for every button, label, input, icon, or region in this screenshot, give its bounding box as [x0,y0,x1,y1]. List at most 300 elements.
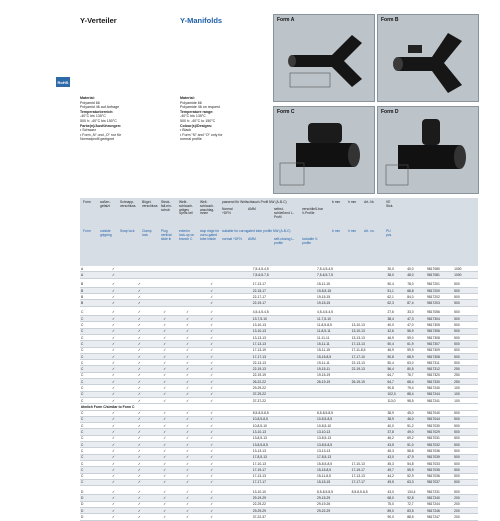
table-cell: ✓ [101,397,126,403]
table-cell: 500 [453,353,478,359]
table-cell: ✓ [153,473,176,479]
table-cell: 22-13-13 [252,360,284,366]
table-cell: 37-22-37 [252,514,284,520]
table-cell: B [80,287,101,293]
spec-line: Colour(s)/Designs: [180,123,213,128]
table-cell: 11-11-11 [316,334,351,340]
header-group-de: passend für Wellschlauch-Profil NW (A-B-C) [222,200,287,204]
table-cell: ✓ [176,385,198,391]
table-cell: 8,5-8,5-8,5 [316,410,351,416]
table-cell: 4,5-4,5-4,5 [252,310,284,316]
table-cell: 13-13-13 [316,448,351,454]
form-b-panel [377,14,479,102]
table-cell: 500 [453,473,478,479]
table-cell: 29-22-29 [316,507,351,513]
spec-line: Polyamid 46 auf Anfrage [80,105,120,110]
table-cell: D [80,514,101,520]
table-cell: 40,0 [406,266,426,272]
table-cell: ✓ [176,366,198,372]
table-cell [225,514,252,520]
table-cell: C [80,328,101,334]
table-cell: C [80,479,101,485]
table-cell: 500 [453,316,478,322]
spec-line: Normalprofil geeignet [80,137,115,142]
spec-line: • Schwarz [80,128,97,133]
table-cell: 500 [453,423,478,429]
table-cell: C [80,322,101,328]
table-cell: 9817033 [426,460,453,466]
table-cell: C [80,473,101,479]
header-amm-en: AMM [248,237,256,241]
header-form-de: Form [83,200,91,204]
table-cell: ✓ [199,448,225,454]
table-cell: 13-13-13 [252,334,284,340]
table-cell: ✓ [176,479,198,485]
form-c-panel [273,106,375,194]
table-cell: ✓ [199,454,225,460]
table-cell: 19-15-15 [316,294,351,300]
table-cell: ✓ [153,316,176,322]
table-cell: ✓ [199,372,225,378]
table-cell: 29-19-26 [316,501,351,507]
table-cell: 19-8,5-15 [316,287,351,293]
table-cell: 15-11-11 [316,341,351,347]
table-cell: ✓ [199,479,225,485]
table-cell: ✓ [101,467,126,473]
table-cell: 83,5 [406,507,426,513]
table-cell: ✓ [101,410,126,416]
header-art-en: Art. no. [364,229,375,233]
table-cell: C [80,448,101,454]
spec-line: 500 h: -40°C bis 150°C [80,118,117,123]
table-cell: 8,5-8,5-8,5 [351,489,387,495]
spec-line: Material: [80,96,95,100]
table-cell: ✓ [176,347,198,353]
header-plug-de: Steck-fall-ein-schub [161,200,172,212]
table-cell: ✓ [126,479,153,485]
header-vers-en: lockable V-profile [302,237,319,245]
table-cell: ✓ [176,423,198,429]
table-cell: ✓ [101,435,126,441]
table-cell: ✓ [126,435,153,441]
table-cell: ✓ [199,360,225,366]
table-cell: ✓ [199,489,225,495]
header-ext-de: Wellr-schlauch-artiges Spritz-teil [179,200,194,216]
table-cell: ✓ [153,423,176,429]
table-cell: ✓ [176,416,198,422]
table-cell: ✓ [153,341,176,347]
table-cell: C [80,353,101,359]
table-cell: ✓ [101,385,126,391]
table-cell: 17-13-13 [351,341,387,347]
table-cell: C [80,360,101,366]
table-cell: 19-15-19 [316,372,351,378]
table-cell: ✓ [126,310,153,316]
table-cell: ✓ [126,282,153,288]
table-cell: ✓ [199,353,225,359]
table-cell: 63,0 [406,360,426,366]
table-cell: D [80,495,101,501]
header-h-en: h mm [348,229,357,233]
table-cell: 68,9 [406,353,426,359]
table-cell: 9817032 [426,442,453,448]
table-cell: ✓ [176,379,198,385]
table-cell: 4,5-4,5-4,5 [316,310,351,316]
table-cell: ✓ [126,328,153,334]
table-cell: 9817044 [426,416,453,422]
table-cell: ✓ [101,489,126,495]
table-cell: ✓ [101,448,126,454]
table-cell: 500 [453,479,478,485]
table-cell: 15-15-8,5 [316,353,351,359]
table-cell: 15-15-15 [316,479,351,485]
table-cell: ✓ [176,410,198,416]
table-cell: ✓ [199,495,225,501]
header-b-en: b mm [332,229,341,233]
table-cell: 9817031 [426,435,453,441]
spec-line: Temperaturbereich: [80,109,114,114]
table-cell: ✓ [101,423,126,429]
table-cell: 46,9 [386,334,406,340]
table-cell: ✓ [126,353,153,359]
table-cell: 59,9 [406,347,426,353]
table-cell: ✓ [126,294,153,300]
table-cell: 9817308 [426,353,453,359]
table-cell: 80,5 [406,366,426,372]
table-cell: ✓ [153,334,176,340]
table-cell: 500 [453,489,478,495]
table-cell: ✓ [176,489,198,495]
table-cell: 500 [453,347,478,353]
table-cell: ✓ [153,385,176,391]
table-cell: ✓ [176,310,198,316]
table-cell: ✓ [126,495,153,501]
table-cell: C [80,454,101,460]
form-a-panel [273,14,375,102]
table-cell: ✓ [153,495,176,501]
table-cell: ✓ [199,410,225,416]
y-manifold-d-icon [378,107,478,193]
table-cell: ✓ [126,514,153,520]
table-cell: 9817244 [426,501,453,507]
table-cell: ✓ [101,514,126,520]
form-d-panel [377,106,479,194]
table-cell: ✓ [101,429,126,435]
table-cell: ✓ [126,300,153,306]
table-cell: ✓ [153,372,176,378]
table-cell: 30,0 [386,266,406,272]
table-cell: 13-8,5-8,5 [252,442,284,448]
header-amm-de: AMM [248,207,256,211]
table-cell: 40,0 [386,423,406,429]
table-cell: ✓ [199,467,225,473]
table-cell: 200 [453,507,478,513]
table-cell: 68,4 [406,379,426,385]
form-b-label: Form B [381,17,399,23]
table-cell: 100 [453,385,478,391]
table-cell: ✓ [199,379,225,385]
table-cell: ✓ [101,360,126,366]
spec-line: Polyamide 66 [180,100,202,105]
table-cell: 9817312 [426,366,453,372]
table-cell: 45,3 [386,460,406,466]
table-cell: 7,5-4,5-4,5 [316,266,351,272]
header-plug-en: Plug vertical slide in [161,229,172,241]
table-cell: ✓ [176,322,198,328]
table-cell: ✓ [176,391,198,397]
rohs-badge: RoHS [56,77,70,87]
table-cell: 13-8,5-13 [316,435,351,441]
spec-line: 500 h: -40°C to 150°C [180,118,216,123]
table-cell: 10-8,5-8,5 [252,416,284,422]
table-cell: 500 [453,454,478,460]
y-manifold-b-icon [378,15,478,101]
table-cell: C [80,316,101,322]
table-cell: ✓ [101,473,126,479]
table-cell: 22-19-13 [252,366,284,372]
table-cell: ✓ [126,410,153,416]
table-cell: 22-29-22 [252,501,284,507]
table-cell: ✓ [101,272,126,278]
table-cell: 51,2 [406,423,426,429]
table-cell: ✓ [126,501,153,507]
table-cell: C [80,310,101,316]
table-cell: ✓ [101,501,126,507]
table-cell: 134,4 [406,489,426,495]
header-selbst-de: selbst-schließend L-Profil [274,207,294,219]
table-cell: 11-8,5-11 [316,328,351,334]
table-cell: ✓ [101,372,126,378]
table-cell: ✓ [126,416,153,422]
table-cell: 500 [453,435,478,441]
table-cell: 64,7 [386,372,406,378]
table-cell: ✓ [153,322,176,328]
table-cell: 13-10-13 [351,328,387,334]
y-manifold-a-icon [274,15,374,101]
table-cell: 500 [453,328,478,334]
header-snap-de: Schnapp-verschluss [120,200,136,208]
table-cell: 500 [453,294,478,300]
product-rows [80,266,478,521]
table-cell: 47,3 [406,316,426,322]
table-cell: ✓ [101,334,126,340]
table-cell: ✓ [176,429,198,435]
spec-line: • Black [180,128,192,133]
table-cell: ✓ [153,507,176,513]
table-cell: 88,4 [406,391,426,397]
table-cell: 9817240 [426,495,453,501]
table-cell: ✓ [176,454,198,460]
table-cell: ✓ [176,442,198,448]
table-cell: 9817039 [426,454,453,460]
table-cell: 15-11-8,5 [316,473,351,479]
table-cell: 29-29-29 [252,507,284,513]
table-cell: ✓ [176,514,198,520]
table-cell: 13-10-13 [316,429,351,435]
table-cell: 500 [453,442,478,448]
table-cell: ✓ [101,416,126,422]
table-cell: 64,7 [386,379,406,385]
table-cell: 7,5-6,5-7,5 [316,272,351,278]
table-cell: 9817241 [426,397,453,403]
header-snap-en: Snap lock [120,229,135,233]
table-cell: ✓ [153,454,176,460]
table-cell: 19-15-11 [316,366,351,372]
table-cell: 200 [453,495,478,501]
table-cell: C [80,391,101,397]
table-cell: ✓ [126,460,153,466]
table-cell: ✓ [153,410,176,416]
table-cell: 45,3 [386,448,406,454]
table-cell: C [80,334,101,340]
table-cell: ✓ [176,435,198,441]
header-form-en: Form [83,229,91,233]
table-cell: ✓ [153,448,176,454]
table-cell: 19-11-11 [316,360,351,366]
table-cell: D [80,489,101,495]
header-b: b mm [332,200,341,204]
spec-line: • Form “N” and “O” only for [180,132,223,137]
table-cell: 38,9 [386,410,406,416]
table-cell: 13-10-13 [252,322,284,328]
table-cell [351,514,387,520]
table-cell: 37-37-22 [252,397,284,403]
table-cell: 13-8,5-8,5 [316,442,351,448]
table-cell: 90,0 [386,514,406,520]
table-cell: ✓ [176,495,198,501]
table-cell: ✓ [126,379,153,385]
table-cell: C [80,467,101,473]
form-illustrations [273,14,478,192]
table-cell: ✓ [199,442,225,448]
header-ve-en: PU pcs. [386,229,393,237]
table-cell: C [80,341,101,347]
table-cell: 92,8 [406,495,426,501]
table-cell: A [80,266,101,272]
table-cell: 1000 [453,272,478,278]
table-cell: ✓ [153,360,176,366]
table-cell: ✓ [101,282,126,288]
table-cell: 13-13-13 [351,334,387,340]
table-cell: 9817030 [426,423,453,429]
spec-line: normal profile [180,137,202,142]
table-cell: 17-8,5-13 [252,454,284,460]
table-cell: ✓ [153,501,176,507]
table-cell: 9817308 [426,334,453,340]
table-cell: ✓ [126,347,153,353]
table-cell: 9817304 [426,316,453,322]
table-cell: ✓ [199,423,225,429]
header-clamp-de: Bügel-verschluss [142,200,158,208]
table-cell: ✓ [101,266,126,272]
table-cell: ✓ [153,467,176,473]
table-cell: ✓ [199,385,225,391]
table-cell: ✓ [153,310,176,316]
table-cell: ✓ [101,379,126,385]
table-cell: 17-8,5-13 [316,454,351,460]
section-note: ähnlich Form C/similar to Form C [80,404,478,410]
table-cell: 15-11-15 [316,282,351,288]
spec-line: Polyamide 46 on request [180,105,220,110]
table-cell: ✓ [126,322,153,328]
table-cell: ✓ [199,328,225,334]
table-cell: 62,3 [386,300,406,306]
table-cell: ✓ [176,360,198,366]
table-cell: 11-7,5-10 [316,316,351,322]
table-cell: 500 [453,360,478,366]
table-cell: 13-8,5-13 [252,435,284,441]
table-cell: ✓ [101,495,126,501]
table-cell: 15-8,5-8,5 [316,460,351,466]
table-cell: 45,0 [406,410,426,416]
table-cell: ✓ [176,341,198,347]
spec-line: -40°C bis 135°C [180,114,206,119]
header-outside-de: außen-gefalzt [100,200,111,208]
table-cell: 9817231 [426,489,453,495]
table-cell: ✓ [199,322,225,328]
page-title-en: Y-Manifolds [180,16,223,25]
table-cell: ✓ [101,460,126,466]
table-cell: 9817036 [426,473,453,479]
table-cell: 29-29-22 [252,385,284,391]
table-cell: ✓ [101,353,126,359]
table-cell: ✓ [176,507,198,513]
table-cell: C [80,379,101,385]
table-cell: 22-15-17 [252,287,284,293]
table-cell: 9817080 [426,266,453,272]
table-cell: 43,0 [386,489,406,495]
form-a-label: Form A [277,17,295,23]
table-cell: ✓ [126,366,153,372]
table-cell: ✓ [176,448,198,454]
table-cell: ✓ [199,334,225,340]
table-cell: 113,0 [386,397,406,403]
table-cell: 22-19-13 [351,366,387,372]
table-cell: 17-13-13 [351,473,387,479]
table-cell: ✓ [199,300,225,306]
table-cell: 9817306 [426,328,453,334]
table-cell: 51,1 [386,287,406,293]
table-cell: ✓ [101,328,126,334]
product-table [80,198,478,521]
table-cell: ✓ [176,372,198,378]
table-cell: 52,9 [406,473,426,479]
table-cell: ✓ [153,366,176,372]
table-cell: 9817309 [426,347,453,353]
table-cell: 22-19-17 [252,300,284,306]
table-cell: ✓ [176,316,198,322]
table-cell: 79,4 [406,385,426,391]
form-d-label: Form D [381,109,399,115]
spec-line: • Form „N“ und „O“ nur für [80,132,122,137]
table-cell: 29-19-29 [252,495,284,501]
table-cell: 40,0 [386,322,406,328]
table-cell: A [80,272,101,278]
table-cell: 62,1 [386,294,406,300]
table-cell: 250 [453,379,478,385]
spec-line: Material: [180,96,195,100]
table-cell: C [80,416,101,422]
table-cell: 17-17-17 [351,479,387,485]
table-cell: C [80,385,101,391]
table-cell: 500 [453,341,478,347]
table-cell: ✓ [176,328,198,334]
table-cell: 9817081 [426,272,453,278]
table-cell: ✓ [101,316,126,322]
table-cell: C [80,347,101,353]
header-outside-en: outside gripping [100,229,112,237]
table-cell: 43,0 [386,454,406,460]
